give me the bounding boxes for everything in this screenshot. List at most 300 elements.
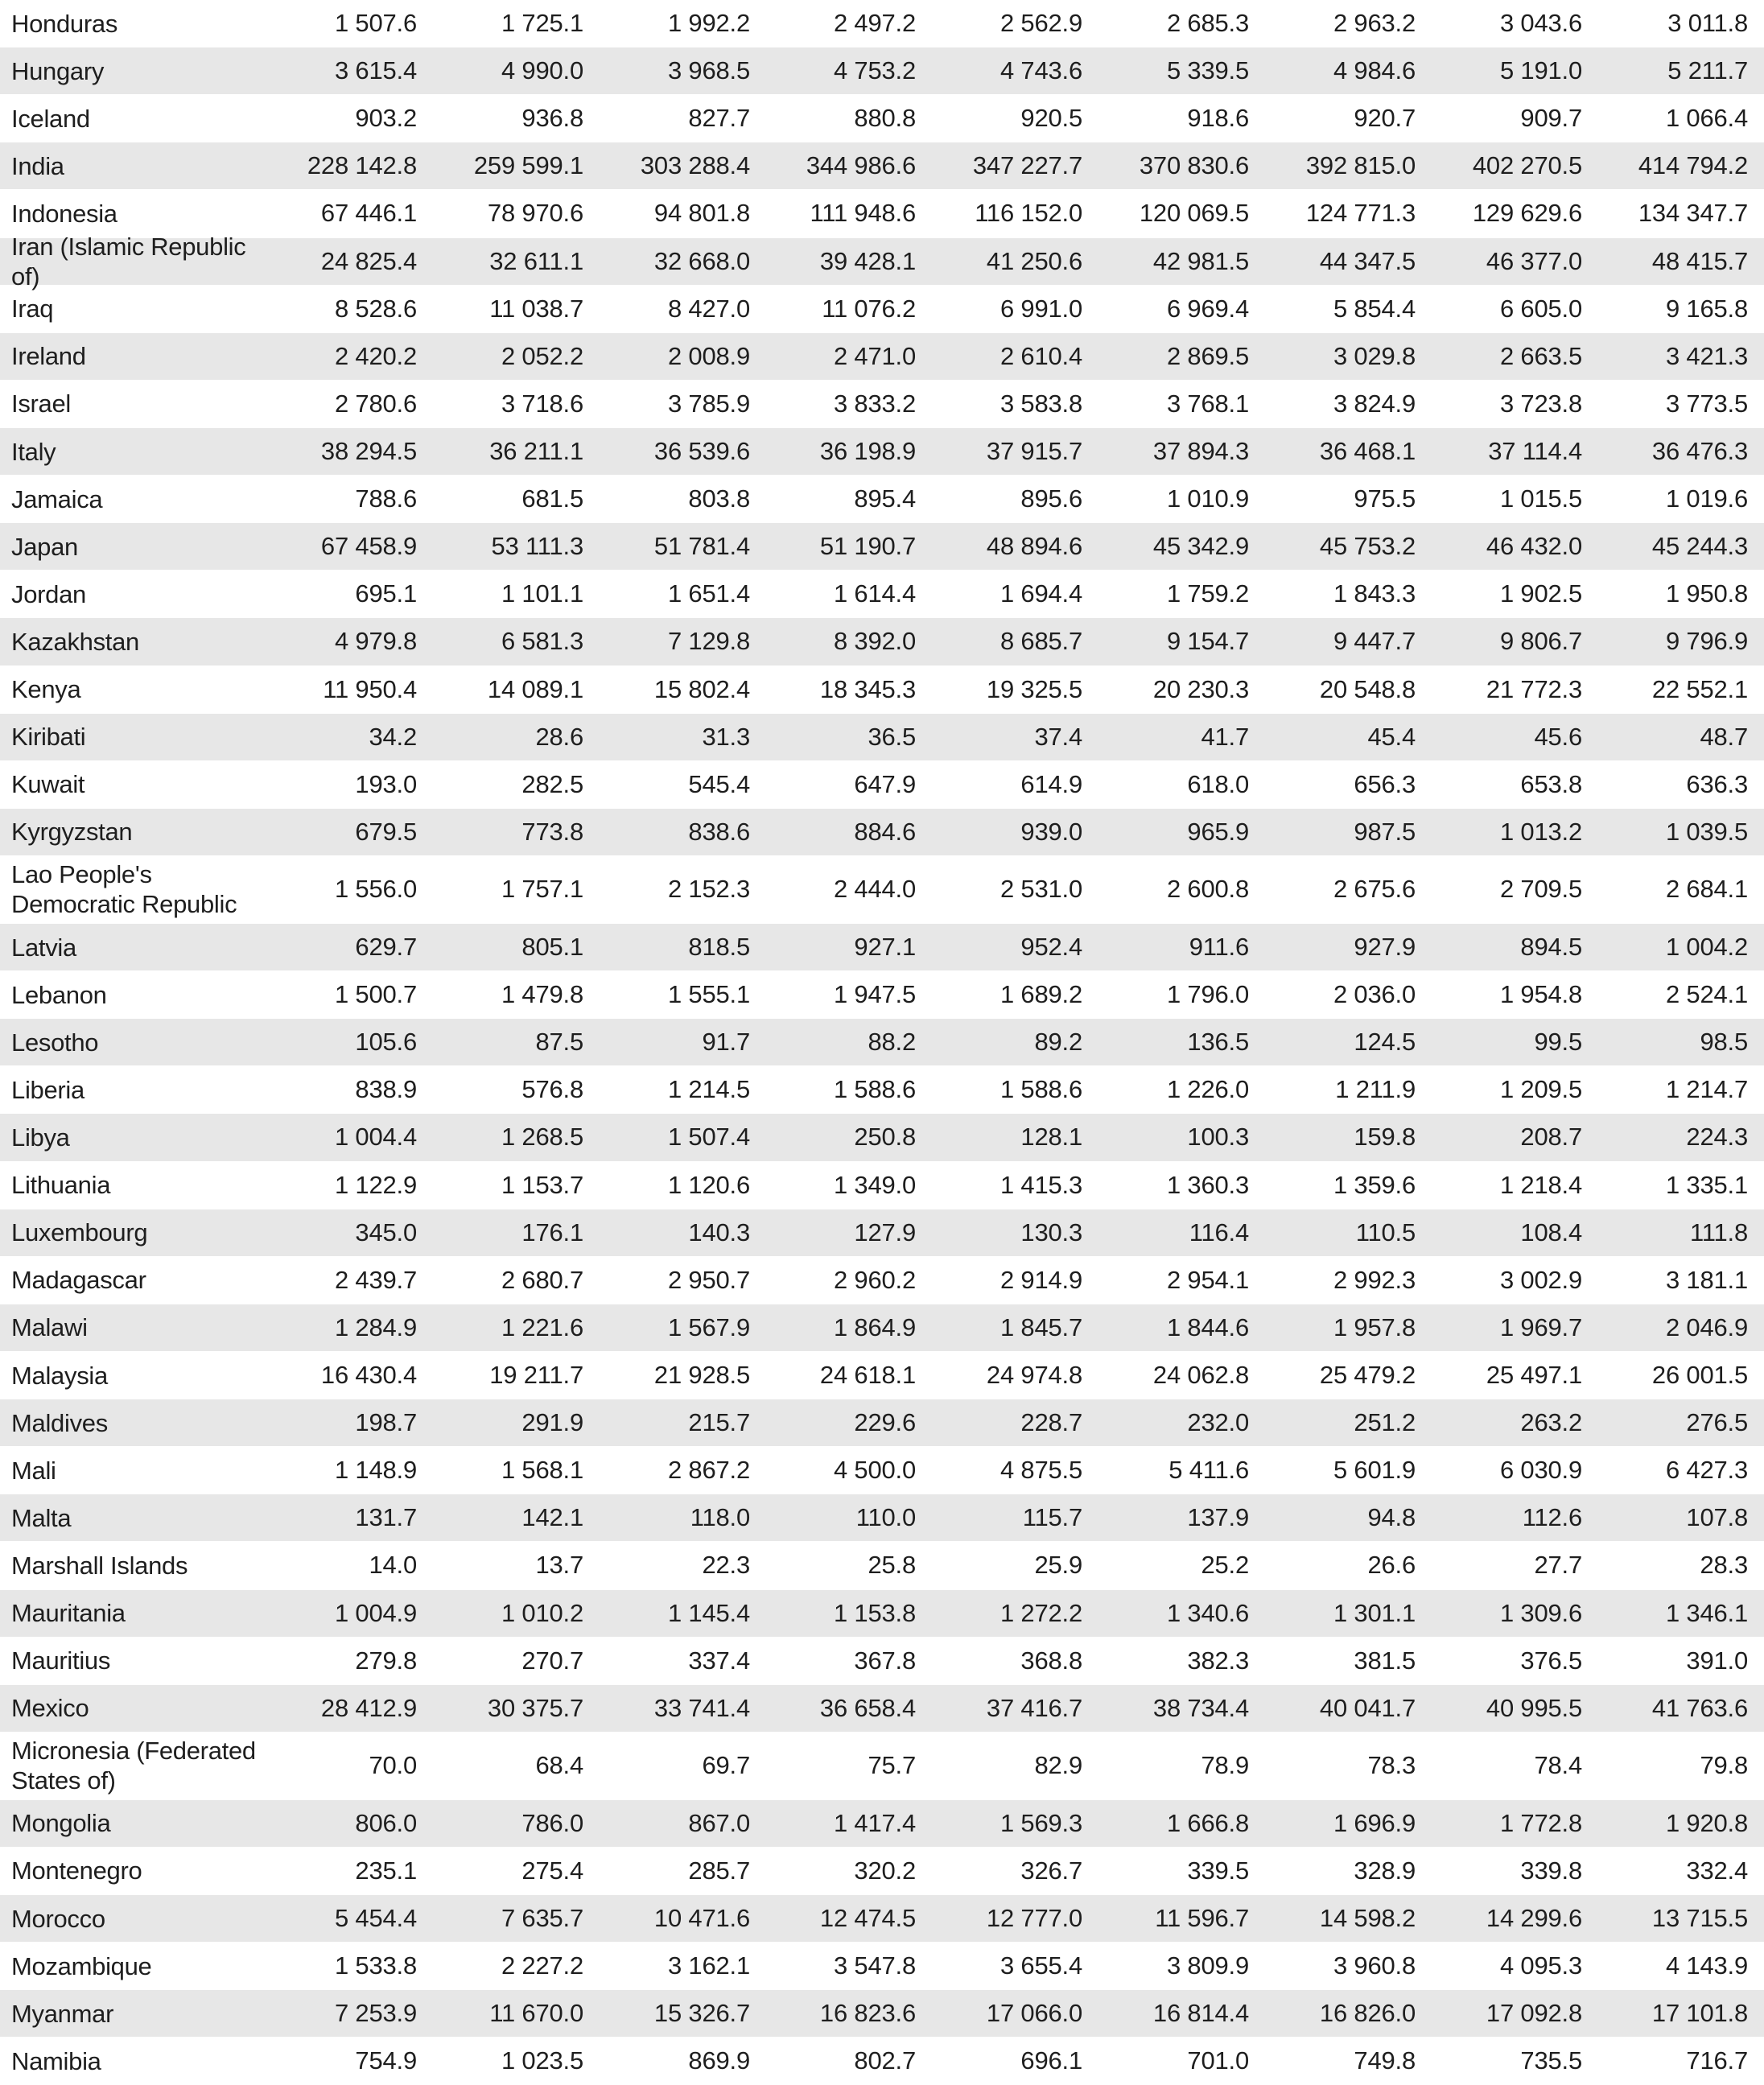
- country-name: Iraq: [11, 295, 54, 323]
- country-name: Myanmar: [11, 1999, 114, 2028]
- country-name: Mauritania: [11, 1599, 126, 1628]
- value-cell: 9 165.8: [1665, 294, 1748, 323]
- value-cell: 1 010.9: [1166, 484, 1249, 513]
- value-cell: 41.7: [1201, 722, 1249, 751]
- value-cell: 111 948.6: [810, 199, 916, 228]
- value-cell: 134 347.7: [1638, 199, 1748, 228]
- value-cell: 68.4: [535, 1751, 583, 1780]
- value-cell: 2 914.9: [999, 1265, 1082, 1294]
- table-row: [0, 1943, 1764, 1990]
- table-row: [0, 1542, 1764, 1589]
- value-cell: 1 666.8: [1166, 1808, 1249, 1837]
- value-cell: 6 030.9: [1499, 1456, 1582, 1485]
- value-cell: 37 416.7: [986, 1693, 1082, 1722]
- country-name: Malawi: [11, 1313, 88, 1342]
- value-cell: 17 092.8: [1486, 1999, 1582, 2028]
- value-cell: 1 507.4: [667, 1123, 750, 1152]
- value-cell: 716.7: [1686, 2046, 1748, 2075]
- value-cell: 911.6: [1189, 933, 1249, 962]
- value-cell: 129 629.6: [1472, 199, 1582, 228]
- country-name: Marshall Islands: [11, 1551, 188, 1580]
- value-cell: 18 345.3: [819, 674, 916, 703]
- value-cell: 1 122.9: [334, 1170, 417, 1199]
- value-cell: 1 902.5: [1499, 579, 1582, 608]
- value-cell: 5 411.6: [1168, 1456, 1249, 1485]
- value-cell: 2 867.2: [667, 1456, 750, 1485]
- value-cell: 1 101.1: [501, 579, 583, 608]
- table-row: [0, 1733, 1764, 1800]
- value-cell: 696.1: [1020, 2046, 1082, 2075]
- value-cell: 16 430.4: [320, 1361, 417, 1389]
- value-cell: 2 152.3: [667, 875, 750, 904]
- value-cell: 1 696.9: [1333, 1808, 1416, 1837]
- country-name: Hungary: [11, 56, 105, 85]
- value-cell: 36 539.6: [653, 437, 750, 466]
- value-cell: 11 596.7: [1155, 1904, 1249, 1933]
- country-name: Malta: [11, 1503, 72, 1532]
- value-cell: 6 969.4: [1166, 294, 1249, 323]
- value-cell: 8 528.6: [334, 294, 417, 323]
- value-cell: 250.8: [854, 1123, 916, 1152]
- value-cell: 32 668.0: [653, 246, 750, 275]
- value-cell: 5 454.4: [334, 1904, 417, 1933]
- country-name: Kenya: [11, 675, 81, 704]
- value-cell: 78.9: [1201, 1751, 1249, 1780]
- value-cell: 3 011.8: [1667, 9, 1748, 38]
- value-cell: 1 221.6: [501, 1312, 583, 1341]
- country-name: Malaysia: [11, 1361, 108, 1390]
- value-cell: 1 479.8: [501, 980, 583, 1009]
- value-cell: 13 715.5: [1651, 1904, 1748, 1933]
- value-cell: 89.2: [1034, 1028, 1082, 1057]
- value-cell: 4 143.9: [1665, 1951, 1748, 1980]
- value-cell: 1 507.6: [334, 9, 417, 38]
- value-cell: 7 635.7: [501, 1904, 583, 1933]
- value-cell: 5 211.7: [1667, 56, 1748, 85]
- value-cell: 45.4: [1367, 722, 1416, 751]
- value-cell: 2 439.7: [334, 1265, 417, 1294]
- value-cell: 636.3: [1686, 769, 1748, 798]
- table-row: [0, 761, 1764, 809]
- value-cell: 17 066.0: [986, 1999, 1082, 2028]
- value-cell: 22.3: [702, 1551, 750, 1580]
- value-cell: 965.9: [1187, 817, 1249, 846]
- table-row: [0, 523, 1764, 571]
- value-cell: 754.9: [355, 2046, 417, 2075]
- table-row: [0, 618, 1764, 665]
- table-row: [0, 1162, 1764, 1209]
- value-cell: 99.5: [1534, 1028, 1582, 1057]
- value-cell: 3 583.8: [999, 389, 1082, 418]
- value-cell: 28.6: [535, 722, 583, 751]
- value-cell: 140.3: [688, 1218, 750, 1246]
- country-name: Micronesia (Federated States of): [11, 1737, 256, 1795]
- country-name: Kazakhstan: [11, 627, 139, 656]
- value-cell: 1 039.5: [1665, 817, 1748, 846]
- value-cell: 285.7: [688, 1856, 750, 1885]
- value-cell: 6 581.3: [501, 627, 583, 656]
- value-cell: 7 253.9: [334, 1999, 417, 2028]
- country-name: Liberia: [11, 1075, 84, 1104]
- value-cell: 28.3: [1700, 1551, 1748, 1580]
- value-cell: 131.7: [355, 1503, 417, 1532]
- value-cell: 3 615.4: [334, 56, 417, 85]
- value-cell: 1 226.0: [1166, 1075, 1249, 1104]
- table-row: [0, 924, 1764, 971]
- value-cell: 12 474.5: [819, 1904, 916, 1933]
- value-cell: 14.0: [369, 1551, 417, 1580]
- value-cell: 3 968.5: [667, 56, 750, 85]
- value-cell: 75.7: [868, 1751, 916, 1780]
- value-cell: 17 101.8: [1651, 1999, 1748, 2028]
- country-name: Jordan: [11, 579, 86, 608]
- value-cell: 344 986.6: [806, 151, 916, 180]
- country-name: Maldives: [11, 1408, 108, 1437]
- value-cell: 2 610.4: [999, 341, 1082, 370]
- value-cell: 2 960.2: [833, 1265, 916, 1294]
- value-cell: 1 772.8: [1499, 1808, 1582, 1837]
- value-cell: 1 796.0: [1166, 980, 1249, 1009]
- value-cell: 3 655.4: [999, 1951, 1082, 1980]
- value-cell: 1 023.5: [501, 2046, 583, 2075]
- table-row: [0, 571, 1764, 618]
- value-cell: 880.8: [854, 104, 916, 133]
- country-name: Lebanon: [11, 980, 107, 1009]
- value-cell: 1 569.3: [999, 1808, 1082, 1837]
- value-cell: 5 191.0: [1499, 56, 1582, 85]
- value-cell: 903.2: [355, 104, 417, 133]
- value-cell: 36 198.9: [819, 437, 916, 466]
- value-cell: 12 777.0: [986, 1904, 1082, 1933]
- value-cell: 679.5: [355, 817, 417, 846]
- value-cell: 3 002.9: [1499, 1265, 1582, 1294]
- table-row: [0, 1257, 1764, 1304]
- table-row: [0, 666, 1764, 714]
- value-cell: 6 605.0: [1499, 294, 1582, 323]
- value-cell: 45 753.2: [1319, 532, 1416, 561]
- country-name: Lesotho: [11, 1028, 99, 1057]
- value-cell: 32 611.1: [489, 246, 583, 275]
- value-cell: 3 723.8: [1499, 389, 1582, 418]
- value-cell: 1 066.4: [1665, 104, 1748, 133]
- value-cell: 215.7: [688, 1408, 750, 1437]
- value-cell: 1 349.0: [833, 1170, 916, 1199]
- value-cell: 79.8: [1700, 1751, 1748, 1780]
- value-cell: 1 301.1: [1333, 1598, 1416, 1627]
- value-cell: 1 272.2: [999, 1598, 1082, 1627]
- value-cell: 1 588.6: [999, 1075, 1082, 1104]
- value-cell: 46 432.0: [1486, 532, 1582, 561]
- value-cell: 939.0: [1020, 817, 1082, 846]
- value-cell: 803.8: [688, 484, 750, 513]
- value-cell: 20 548.8: [1319, 674, 1416, 703]
- value-cell: 9 447.7: [1333, 627, 1416, 656]
- value-cell: 176.1: [521, 1218, 583, 1246]
- value-cell: 2 036.0: [1333, 980, 1416, 1009]
- value-cell: 653.8: [1520, 769, 1582, 798]
- value-cell: 291.9: [521, 1408, 583, 1437]
- value-cell: 1 864.9: [833, 1312, 916, 1341]
- value-cell: 1 417.4: [833, 1808, 916, 1837]
- value-cell: 46 377.0: [1486, 246, 1582, 275]
- country-name: Namibia: [11, 2046, 101, 2075]
- value-cell: 5 601.9: [1333, 1456, 1416, 1485]
- value-cell: 1 757.1: [501, 875, 583, 904]
- value-cell: 1 004.2: [1665, 933, 1748, 962]
- value-cell: 82.9: [1034, 1751, 1082, 1780]
- country-name: Israel: [11, 389, 72, 418]
- table-row: [0, 1494, 1764, 1542]
- value-cell: 3 162.1: [667, 1951, 750, 1980]
- country-name: Kyrgyzstan: [11, 818, 133, 847]
- value-cell: 326.7: [1020, 1856, 1082, 1885]
- value-cell: 867.0: [688, 1808, 750, 1837]
- value-cell: 40 995.5: [1486, 1693, 1582, 1722]
- value-cell: 36 211.1: [489, 437, 583, 466]
- value-cell: 773.8: [521, 817, 583, 846]
- value-cell: 2 963.2: [1333, 9, 1416, 38]
- value-cell: 2 709.5: [1499, 875, 1582, 904]
- value-cell: 1 843.3: [1333, 579, 1416, 608]
- value-cell: 1 153.8: [833, 1598, 916, 1627]
- value-cell: 656.3: [1354, 769, 1416, 798]
- value-cell: 36 658.4: [819, 1693, 916, 1722]
- value-cell: 332.4: [1686, 1856, 1748, 1885]
- value-cell: 1 588.6: [833, 1075, 916, 1104]
- value-cell: 2 992.3: [1333, 1265, 1416, 1294]
- value-cell: 895.6: [1020, 484, 1082, 513]
- value-cell: 282.5: [521, 769, 583, 798]
- country-name: Libya: [11, 1123, 70, 1152]
- value-cell: 232.0: [1187, 1408, 1249, 1437]
- value-cell: 614.9: [1020, 769, 1082, 798]
- value-cell: 42 981.5: [1152, 246, 1249, 275]
- value-cell: 3 421.3: [1665, 341, 1748, 370]
- value-cell: 1 214.5: [667, 1075, 750, 1104]
- value-cell: 838.9: [355, 1075, 417, 1104]
- value-cell: 24 974.8: [986, 1361, 1082, 1389]
- value-cell: 228 142.8: [307, 151, 417, 180]
- value-cell: 1 218.4: [1499, 1170, 1582, 1199]
- value-cell: 38 734.4: [1152, 1693, 1249, 1722]
- country-name: Kuwait: [11, 770, 85, 799]
- country-name: Mauritius: [11, 1646, 111, 1675]
- value-cell: 838.6: [688, 817, 750, 846]
- country-name: India: [11, 151, 64, 180]
- value-cell: 4 984.6: [1333, 56, 1416, 85]
- value-cell: 1 950.8: [1665, 579, 1748, 608]
- value-cell: 36 476.3: [1651, 437, 1748, 466]
- value-cell: 894.5: [1520, 933, 1582, 962]
- value-cell: 2 046.9: [1665, 1312, 1748, 1341]
- country-name: Italy: [11, 437, 56, 466]
- value-cell: 5 339.5: [1166, 56, 1249, 85]
- value-cell: 368.8: [1020, 1646, 1082, 1675]
- value-cell: 1 415.3: [999, 1170, 1082, 1199]
- value-cell: 10 471.6: [653, 1904, 750, 1933]
- value-cell: 402 270.5: [1472, 151, 1582, 180]
- value-cell: 11 670.0: [489, 1999, 583, 2028]
- value-cell: 339.8: [1520, 1856, 1582, 1885]
- value-cell: 647.9: [854, 769, 916, 798]
- value-cell: 895.4: [854, 484, 916, 513]
- value-cell: 67 446.1: [320, 199, 417, 228]
- value-cell: 1 004.9: [334, 1598, 417, 1627]
- value-cell: 224.3: [1686, 1123, 1748, 1152]
- value-cell: 2 444.0: [833, 875, 916, 904]
- value-cell: 701.0: [1187, 2046, 1249, 2075]
- value-cell: 24 825.4: [320, 246, 417, 275]
- value-cell: 3 773.5: [1665, 389, 1748, 418]
- value-cell: 1 844.6: [1166, 1312, 1249, 1341]
- table-row: [0, 381, 1764, 428]
- value-cell: 111.8: [1690, 1218, 1748, 1246]
- value-cell: 14 089.1: [487, 674, 583, 703]
- table-row: [0, 714, 1764, 761]
- country-name: Lao People's Democratic Republic: [11, 860, 237, 919]
- value-cell: 34.2: [369, 722, 417, 751]
- value-cell: 2 780.6: [334, 389, 417, 418]
- value-cell: 11 950.4: [323, 674, 417, 703]
- value-cell: 391.0: [1686, 1646, 1748, 1675]
- value-cell: 339.5: [1187, 1856, 1249, 1885]
- value-cell: 1 284.9: [334, 1312, 417, 1341]
- value-cell: 2 524.1: [1665, 980, 1748, 1009]
- value-cell: 392 815.0: [1305, 151, 1416, 180]
- value-cell: 545.4: [688, 769, 750, 798]
- value-cell: 1 555.1: [667, 980, 750, 1009]
- country-name: Luxembourg: [11, 1218, 148, 1247]
- value-cell: 16 814.4: [1152, 1999, 1249, 2028]
- value-cell: 25 479.2: [1319, 1361, 1416, 1389]
- value-cell: 16 826.0: [1319, 1999, 1416, 2028]
- country-name: Jamaica: [11, 484, 103, 513]
- value-cell: 51 190.7: [819, 532, 916, 561]
- value-cell: 193.0: [355, 769, 417, 798]
- value-cell: 1 214.7: [1665, 1075, 1748, 1104]
- value-cell: 116.4: [1189, 1218, 1249, 1246]
- value-cell: 1 954.8: [1499, 980, 1582, 1009]
- table-row: [0, 1304, 1764, 1352]
- value-cell: 107.8: [1686, 1503, 1748, 1532]
- value-cell: 37.4: [1034, 722, 1082, 751]
- value-cell: 263.2: [1520, 1408, 1582, 1437]
- value-cell: 110.0: [855, 1503, 916, 1532]
- value-cell: 8 685.7: [999, 627, 1082, 656]
- value-cell: 229.6: [854, 1408, 916, 1437]
- value-cell: 1 209.5: [1499, 1075, 1582, 1104]
- value-cell: 1 556.0: [334, 875, 417, 904]
- value-cell: 2 600.8: [1166, 875, 1249, 904]
- value-cell: 3 833.2: [833, 389, 916, 418]
- value-cell: 869.9: [688, 2046, 750, 2075]
- country-name: Japan: [11, 532, 78, 561]
- value-cell: 1 651.4: [667, 579, 750, 608]
- value-cell: 927.1: [854, 933, 916, 962]
- value-cell: 414 794.2: [1638, 151, 1748, 180]
- value-cell: 2 685.3: [1166, 9, 1249, 38]
- value-cell: 1 568.1: [501, 1456, 583, 1485]
- value-cell: 25.9: [1034, 1551, 1082, 1580]
- value-cell: 94 801.8: [653, 199, 750, 228]
- value-cell: 4 753.2: [833, 56, 916, 85]
- value-cell: 142.1: [521, 1503, 583, 1532]
- value-cell: 8 427.0: [667, 294, 750, 323]
- value-cell: 36.5: [868, 722, 916, 751]
- value-cell: 4 743.6: [999, 56, 1082, 85]
- value-cell: 2 684.1: [1665, 875, 1748, 904]
- value-cell: 1 567.9: [667, 1312, 750, 1341]
- value-cell: 681.5: [521, 484, 583, 513]
- value-cell: 735.5: [1520, 2046, 1582, 2075]
- value-cell: 1 148.9: [334, 1456, 417, 1485]
- value-cell: 381.5: [1354, 1646, 1416, 1675]
- value-cell: 3 768.1: [1166, 389, 1249, 418]
- value-cell: 94.8: [1367, 1503, 1416, 1532]
- table-row: [0, 809, 1764, 856]
- table-row: [0, 1990, 1764, 2038]
- value-cell: 78.4: [1534, 1751, 1582, 1780]
- value-cell: 91.7: [702, 1028, 750, 1057]
- country-name: Kiribati: [11, 723, 86, 752]
- value-cell: 208.7: [1520, 1123, 1582, 1152]
- value-cell: 927.9: [1354, 933, 1416, 962]
- country-name: Latvia: [11, 933, 76, 962]
- value-cell: 1 335.1: [1665, 1170, 1748, 1199]
- value-cell: 337.4: [688, 1646, 750, 1675]
- value-cell: 3 029.8: [1333, 341, 1416, 370]
- value-cell: 2 008.9: [667, 341, 750, 370]
- value-cell: 48.7: [1700, 722, 1748, 751]
- value-cell: 3 809.9: [1166, 1951, 1249, 1980]
- value-cell: 695.1: [355, 579, 417, 608]
- value-cell: 788.6: [355, 484, 417, 513]
- value-cell: 3 043.6: [1499, 9, 1582, 38]
- value-cell: 37 114.4: [1488, 437, 1582, 466]
- value-cell: 15 326.7: [653, 1999, 750, 2028]
- value-cell: 2 420.2: [334, 341, 417, 370]
- table-row: [0, 1399, 1764, 1447]
- value-cell: 124 771.3: [1305, 199, 1416, 228]
- country-name: Mongolia: [11, 1809, 111, 1838]
- country-name: Madagascar: [11, 1266, 146, 1295]
- value-cell: 2 052.2: [501, 341, 583, 370]
- value-cell: 320.2: [854, 1856, 916, 1885]
- value-cell: 1 614.4: [833, 579, 916, 608]
- value-cell: 2 227.2: [501, 1951, 583, 1980]
- value-cell: 2 680.7: [501, 1265, 583, 1294]
- table-row: [0, 1848, 1764, 1895]
- value-cell: 805.1: [521, 933, 583, 962]
- value-cell: 1 957.8: [1333, 1312, 1416, 1341]
- value-cell: 37 894.3: [1152, 437, 1249, 466]
- value-cell: 4 500.0: [833, 1456, 916, 1485]
- table-row: [0, 476, 1764, 523]
- value-cell: 802.7: [854, 2046, 916, 2075]
- table-row: [0, 1800, 1764, 1848]
- value-cell: 2 954.1: [1166, 1265, 1249, 1294]
- value-cell: 1 947.5: [833, 980, 916, 1009]
- table-row: [0, 0, 1764, 47]
- value-cell: 328.9: [1354, 1856, 1416, 1885]
- value-cell: 100.3: [1187, 1123, 1249, 1152]
- country-name: Ireland: [11, 342, 86, 371]
- value-cell: 87.5: [535, 1028, 583, 1057]
- table-row: [0, 1019, 1764, 1066]
- table-row: [0, 1590, 1764, 1638]
- value-cell: 124.5: [1354, 1028, 1416, 1057]
- value-cell: 21 928.5: [653, 1361, 750, 1389]
